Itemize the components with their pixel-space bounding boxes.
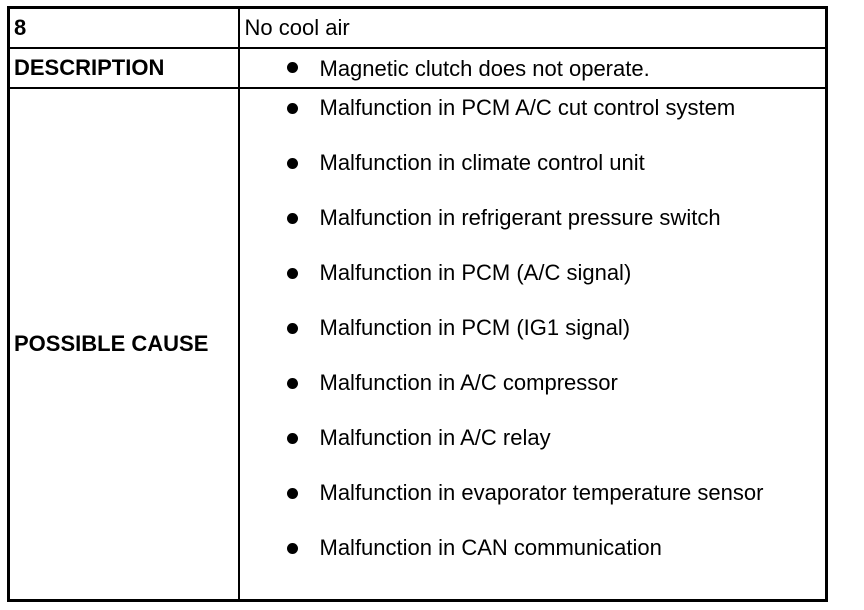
bullet-icon xyxy=(287,543,298,554)
bullet-icon xyxy=(287,323,298,334)
possible-cause-cell xyxy=(239,88,827,601)
cause-item xyxy=(240,368,826,398)
cause-item xyxy=(240,148,826,178)
description-cell xyxy=(239,48,827,88)
bullet-icon xyxy=(287,62,298,73)
possible-cause-list xyxy=(240,93,826,563)
description-list xyxy=(240,52,826,84)
cause-text: Malfunction in PCM (IG1 signal) xyxy=(319,314,631,340)
description-text: Magnetic clutch does not operate. xyxy=(319,55,650,81)
bullet-icon xyxy=(287,378,298,389)
description-row xyxy=(9,48,827,88)
cause-item xyxy=(240,478,826,508)
cause-item xyxy=(240,313,826,343)
description-label: DESCRIPTION xyxy=(9,48,239,88)
bullet-icon xyxy=(287,268,298,279)
cause-item xyxy=(240,203,826,233)
cause-text: Malfunction in refrigerant pressure switch xyxy=(319,204,721,230)
possible-cause-label: POSSIBLE CAUSE xyxy=(9,88,239,601)
description-item xyxy=(240,52,826,84)
bullet-icon xyxy=(287,103,298,114)
cause-text: Malfunction in A/C compressor xyxy=(319,369,618,395)
possible-cause-row xyxy=(9,88,827,601)
troubleshooting-table xyxy=(7,6,828,602)
bullet-icon xyxy=(287,488,298,499)
cause-text: Malfunction in evaporator temperature sensor xyxy=(319,479,764,505)
cause-item xyxy=(240,258,826,288)
cause-text: Malfunction in A/C relay xyxy=(319,424,551,450)
cause-text: Malfunction in climate control unit xyxy=(319,149,645,175)
cause-item xyxy=(240,533,826,563)
header-row xyxy=(9,8,827,48)
bullet-icon xyxy=(287,213,298,224)
cause-text: Malfunction in PCM (A/C signal) xyxy=(319,259,632,285)
row-number: 8 xyxy=(9,8,239,48)
cause-text: Malfunction in PCM A/C cut control system xyxy=(319,94,736,120)
bullet-icon xyxy=(287,433,298,444)
bullet-icon xyxy=(287,158,298,169)
cause-item xyxy=(240,423,826,453)
symptom-title: No cool air xyxy=(239,8,827,48)
cause-item xyxy=(240,93,826,123)
cause-text: Malfunction in CAN communication xyxy=(319,534,662,560)
